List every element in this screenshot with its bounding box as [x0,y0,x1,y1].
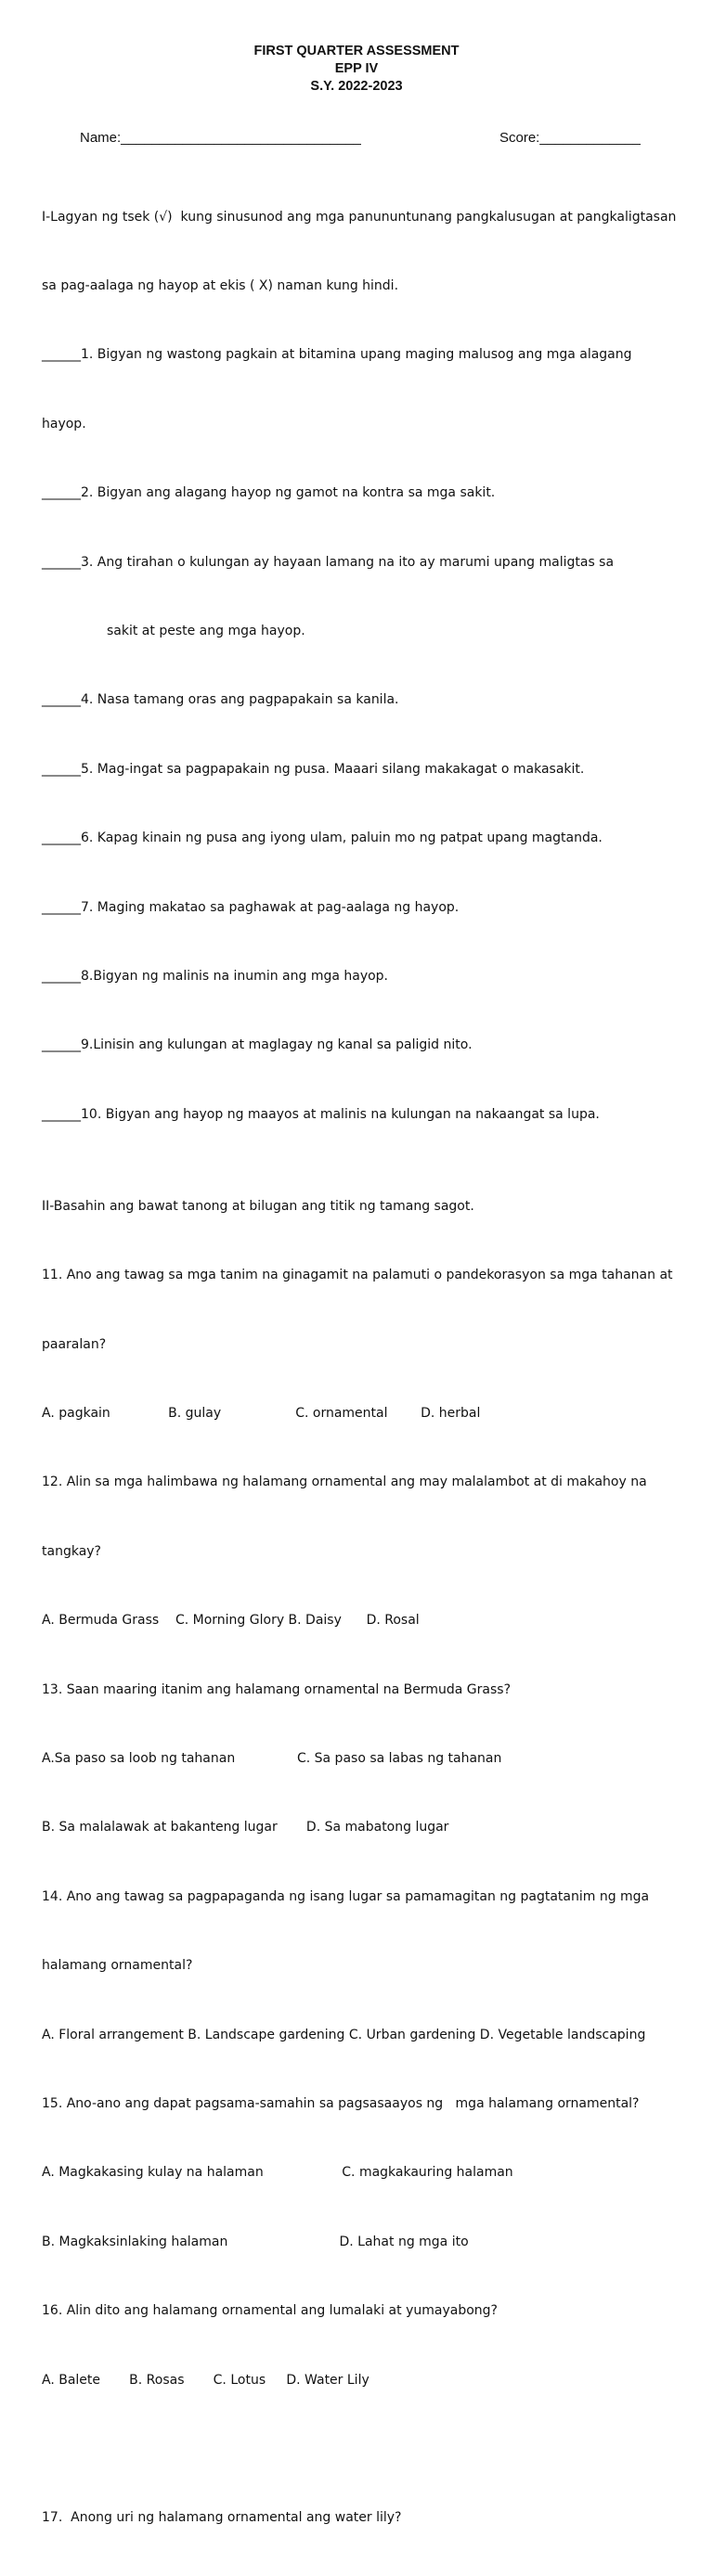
school-year: S.Y. 2022-2023 [310,79,403,94]
score-field: Score:_____________ [499,130,641,146]
item-7: ______7. Maging makatao sa paghawak at pag-aalaga ng hayop. [42,899,460,915]
question-15: 15. Ano-ano ang dapat pagsama-samahin sa pagsasaayos ng mga halamang ornamental? [42,2095,640,2111]
item-9: ______9.Linisin ang kulungan at maglagay ng kanal sa paligid nito. [42,1037,473,1053]
subject-title: EPP IV [334,61,379,76]
item-2: ______2. Bigyan ang alagang hayop ng gamot na kontra sa mga sakit. [42,485,496,501]
item-8: ______8.Bigyan ng malinis na inumin ang mga hayop. [42,968,389,984]
question-13: 13. Saan maaring itanim ang halamang ornamental na Bermuda Grass? [42,1681,511,1697]
item-1-line2: hayop. [42,416,86,431]
question-11-line2: paaralan? [42,1336,107,1352]
question-11-line1: 11. Ano ang tawag sa mga tanim na ginagamit na palamuti o pandekorasyon sa mga tahanan at [42,1268,673,1283]
question-15-options-1: A. Magkakasing kulay na halaman C. magkakauring halaman [42,2165,513,2181]
question-16-options: A. Balete B. Rosas C. Lotus D. Water Lily [42,2372,369,2388]
question-14-line2: halamang ornamental? [42,1958,193,1974]
question-14-line1: 14. Ano ang tawag sa pagpapaganda ng isang lugar sa pamamagitan ng pagtatanim ng mga [42,1888,650,1904]
item-10: ______10. Bigyan ang hayop ng maayos at malinis na kulungan na nakaangat sa lupa. [42,1106,600,1122]
item-1-line1: ______1. Bigyan ng wastong pagkain at bitamina upang maging malusog ang mga alagang [42,347,632,363]
item-3-line2: sakit at peste ang mga hayop. [107,623,305,638]
item-4: ______4. Nasa tamang oras ang pagpapakain sa kanila. [42,692,399,708]
blank-line [42,2438,682,2461]
name-field: Name:_______________________________ [80,130,361,146]
question-17: 17. Anong uri ng halamang ornamental ang water lily? [42,2510,402,2526]
question-16: 16. Alin dito ang halamang ornamental ang lumalaki at yumayabong? [42,2303,498,2319]
assessment-title: FIRST QUARTER ASSESSMENT [253,44,460,58]
assessment-body [42,160,682,2576]
item-6: ______6. Kapag kinain ng pusa ang iyong ulam, paluin mo ng patpat upang magtanda. [42,831,603,846]
part2-instruction: II-Basahin ang bawat tanong at bilugan ang titik ng tamang sagot. [42,1198,474,1214]
question-12-options: A. Bermuda Grass C. Morning Glory B. Daisy D. Rosal [42,1613,420,1629]
document-header [0,43,713,96]
question-13-options-2: B. Sa malalawak at bakanteng lugar D. Sa mabatong lugar [42,1820,449,1835]
question-12-line2: tangkay? [42,1543,101,1559]
question-13-options-1: A.Sa paso sa loob ng tahanan C. Sa paso sa labas ng tahanan [42,1750,502,1766]
question-11-options: A. pagkain B. gulay C. ornamental D. herbal [42,1406,481,1422]
question-15-options-2: B. Magkaksinlaking halaman D. Lahat ng mga ito [42,2234,469,2249]
question-14-options: A. Floral arrangement B. Landscape gardening C. Urban gardening D. Vegetable landscaping [42,2027,646,2042]
part1-instruction-line1: I-Lagyan ng tsek (√) kung sinusunod ang mga panununtunang pangkalusugan at pangkaligtasan [42,209,677,225]
item-5: ______5. Mag-ingat sa pagpapakain ng pusa. Maaari silang makakagat o makasakit. [42,761,585,777]
item-3-line1: ______3. Ang tirahan o kulungan ay hayaan lamang na ito ay marumi upang maligtas sa [42,554,615,570]
question-12-line1: 12. Alin sa mga halimbawa ng halamang ornamental ang may malalambot at di makahoy na [42,1475,647,1490]
part1-instruction-line2: sa pag-aalaga ng hayop at ekis ( X) naman kung hindi. [42,277,399,293]
